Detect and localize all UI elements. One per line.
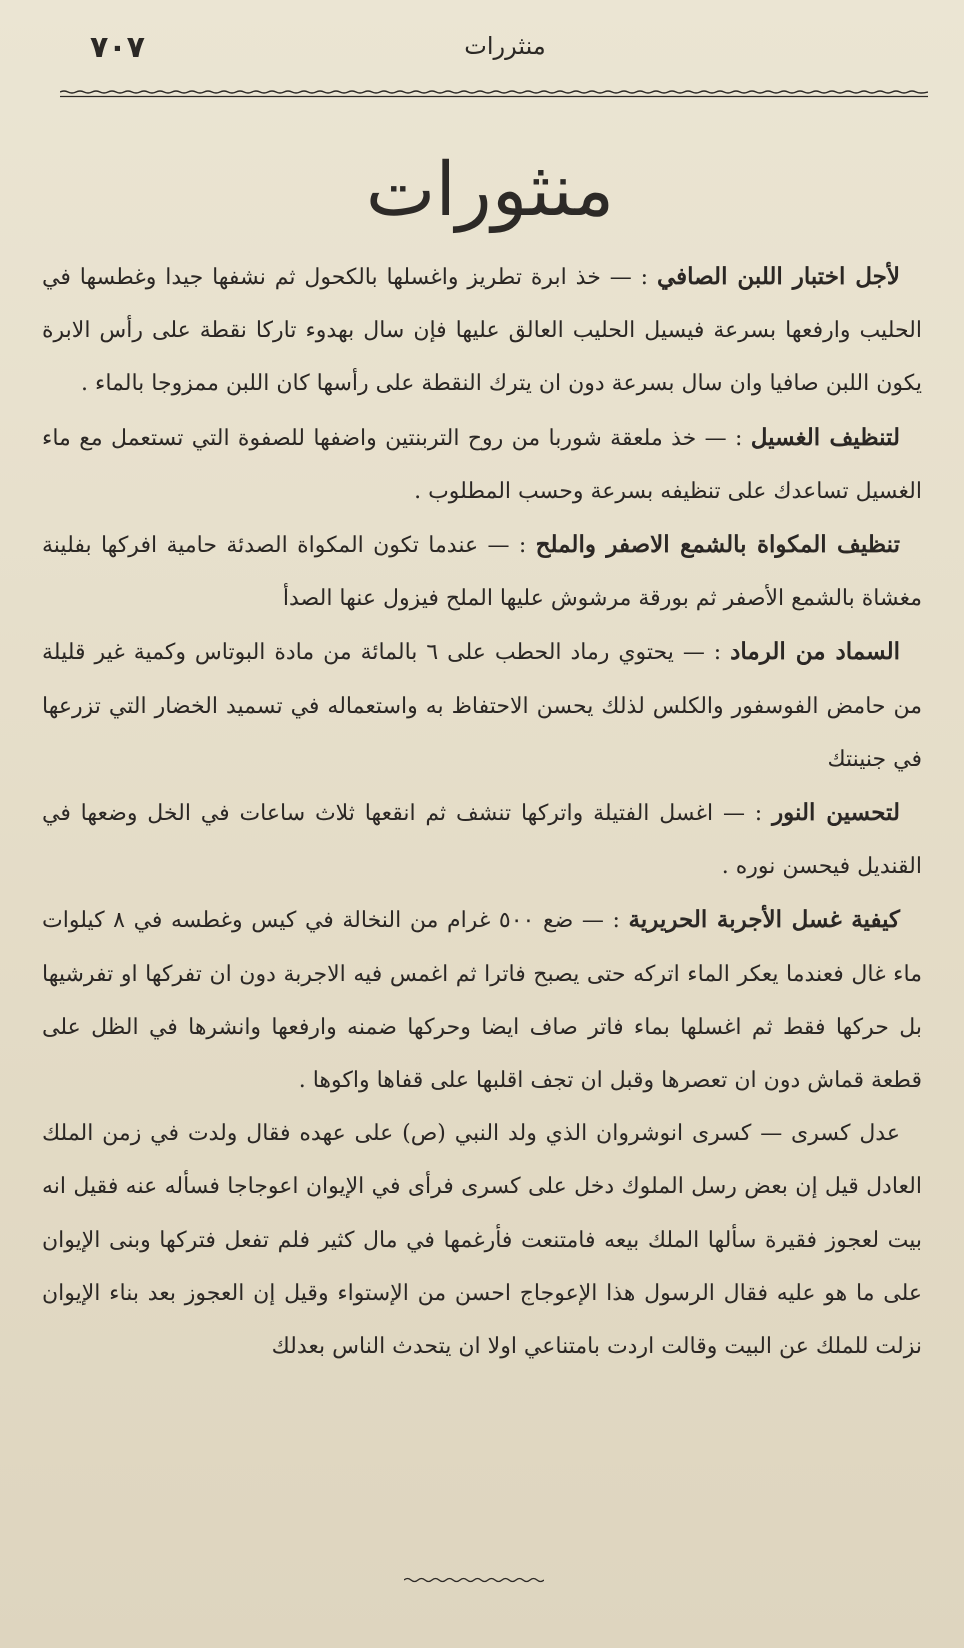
paragraph-heading: لتنظيف الغسيل xyxy=(750,423,900,451)
paragraph-heading: كيفية غسل الأجربة الحريرية xyxy=(628,906,900,934)
article-body xyxy=(42,250,922,1373)
paragraph-heading: السماد من الرماد xyxy=(730,638,900,666)
header-wavy-rule xyxy=(60,90,928,98)
running-title: منثررات xyxy=(464,32,546,60)
paragraph-ash-fertilizer xyxy=(42,625,922,786)
section-title: منثورات xyxy=(365,147,615,233)
paragraph-iron-cleaning xyxy=(42,518,922,625)
paragraph-heading: لتحسين النور xyxy=(772,799,900,827)
paragraph-heading: تنظيف المكواة بالشمع الاصفر والملح xyxy=(535,531,901,559)
footer-wavy-rule xyxy=(404,1577,544,1583)
paragraph-text: عدل كسرى — كسرى انوشروان الذي ولد النبي (ص) على عهده فقال ولدت في زمن الملك العادل قيل إن بعض رسل الملوك دخل على كسرى فرأى في الإيوان اعوجاجا فسأله عنه فقيل انه بيت لعجوز فقيرة سألها الملك بيعه فامتنعت فأرغمها في مال كثير فلم تفعل فتركها وبنى الإيوان على ما هو عليه فقال الرسول هذا الإعوجاج احسن من الإستواء وقيل إن العجوز بعد بناء الإيوان نزلت للملك عن البيت وقالت اردت بامتناعي اولا ان يتحدث الناس بعدلك xyxy=(42,1121,922,1360)
paragraph-silk-stockings xyxy=(42,893,922,1107)
paragraph-text: : — خذ ابرة تطريز واغسلها بالكحول ثم نشفها جيدا وغطسها في الحليب وارفعها بسرعة فيسيل الحليب العالق عليها فإن سال بهدوء تاركا نقطة على رأس الابرة يكون اللبن صافيا وان سال بسرعة دون ان يترك النقطة على رأسها كان اللبن ممزوجا بالماء . xyxy=(42,265,922,397)
paragraph-heading: لأجل اختبار اللبن الصافي xyxy=(656,263,901,290)
paragraph-laundry xyxy=(42,411,922,518)
page-header xyxy=(0,0,964,95)
paragraph-milk-test xyxy=(42,250,922,411)
paragraph-text: : — عندما تكون المكواة الصدئة حامية افركها بفلينة مغشاة بالشمع الأصفر ثم بورقة مرشوش عليها الملح فيزول عنها الصدأ xyxy=(42,533,922,612)
paragraph-text: : — خذ ملعقة شوربا من روح التربنتين واضفها للصفوة التي تستعمل مع ماء الغسيل تساعدك على تنظيفه بسرعة وحسب المطلوب . xyxy=(42,425,922,504)
paragraph-text: : — يحتوي رماد الحطب على ٦ بالمائة من مادة البوتاس وكمية غير قليلة من حامض الفوسفور والكلس لذلك يحسن الاحتفاظ به واستعماله في تسميد الخضار التي تزرعها في جنينتك xyxy=(42,640,922,772)
paragraph-khosrow-justice xyxy=(42,1107,922,1373)
page-number: ٧٠٧ xyxy=(90,30,145,65)
paragraph-text: : — اغسل الفتيلة واتركها تنشف ثم انقعها ثلاث ساعات في الخل وضعها في القنديل فيحسن نوره . xyxy=(42,801,922,880)
paragraph-text: : — ضع ٥٠٠ غرام من النخالة في كيس وغطسه في ٨ كيلوات ماء غال فعندما يعكر الماء اتركه حتى يصبح فاترا ثم اغمس فيه الاجربة دون ان تفركها او تفرشيها بل حركها فقط ثم اغسلها بماء فاتر صاف ايضا وحركها ضمنه وارفعها وانشرها في الظل على قطعة قماش دون ان تعصرها وقبل ان تجف اقلبها على قفاها واكوها . xyxy=(42,908,922,1094)
paragraph-lamp-light xyxy=(42,786,922,893)
